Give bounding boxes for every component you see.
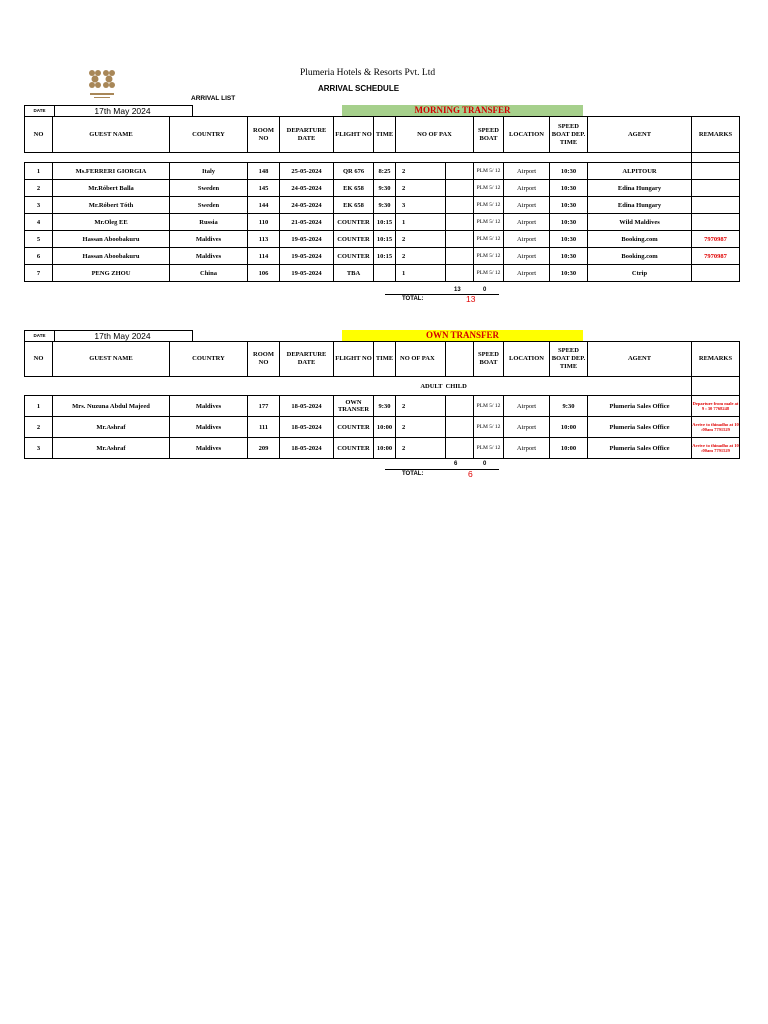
pax-extra (446, 438, 474, 459)
location: Airport (504, 438, 550, 459)
room-no: 111 (248, 417, 280, 438)
table-row (25, 214, 740, 231)
flight-no: EK 658 (334, 197, 374, 214)
departure-date: 24-05-2024 (280, 197, 334, 214)
remarks (692, 197, 740, 214)
guest-name: Mr.Ashraf (53, 438, 170, 459)
country: Sweden (170, 197, 248, 214)
location: Airport (504, 180, 550, 197)
guest-name: Mr.Ashraf (53, 417, 170, 438)
spacer-row (25, 153, 740, 163)
own-transfer-banner: OWN TRANSFER (342, 330, 583, 341)
flight-no: COUNTER (334, 231, 374, 248)
col-speed-boat: SPEED BOAT (474, 342, 504, 377)
speed-boat: PLM 5/ 12 (474, 180, 504, 197)
table-row (25, 265, 740, 282)
date-value: 17th May 2024 (53, 105, 193, 117)
col-room-no: ROOM NO (248, 342, 280, 377)
col-no-of-pax: NO OF PAX (396, 342, 446, 377)
table-row (25, 248, 740, 265)
country: Maldives (170, 417, 248, 438)
agent: Edina Hungary (588, 197, 692, 214)
flight-no: OWN TRANSER (334, 396, 374, 417)
time: 9:30 (374, 180, 396, 197)
adult-total: 6 (454, 461, 458, 467)
table-row (25, 180, 740, 197)
flight-no: QR 676 (334, 163, 374, 180)
remarks: 7970987 (692, 248, 740, 265)
grand-total: 6 (468, 469, 473, 479)
agent: Plumeria Sales Office (588, 438, 692, 459)
speed-boat-dep-time: 10:30 (550, 231, 588, 248)
guest-name: Mr.Oleg EE (53, 214, 170, 231)
guest-name: PENG ZHOU (53, 265, 170, 282)
row-no: 7 (25, 265, 53, 282)
agent: Wild Maldives (588, 214, 692, 231)
speed-boat-dep-time: 10:00 (550, 438, 588, 459)
row-no: 1 (25, 163, 53, 180)
adult-total: 13 (454, 287, 461, 293)
speed-boat-dep-time: 10:30 (550, 214, 588, 231)
no-of-pax: 2 (396, 231, 446, 248)
no-of-pax: 1 (396, 214, 446, 231)
speed-boat-dep-time: 10:30 (550, 163, 588, 180)
speed-boat-dep-time: 10:30 (550, 180, 588, 197)
location: Airport (504, 163, 550, 180)
col-agent: AGENT (588, 342, 692, 377)
row-no: 2 (25, 180, 53, 197)
pax-extra (446, 214, 474, 231)
speed-boat: PLM 5/ 12 (474, 214, 504, 231)
remarks: Departure from male at 9 : 30 7768248 (692, 396, 740, 417)
time: 10:15 (374, 248, 396, 265)
departure-date: 25-05-2024 (280, 163, 334, 180)
agent: Booking.com (588, 231, 692, 248)
country: Russia (170, 214, 248, 231)
header-row (25, 117, 740, 153)
speed-boat-dep-time: 10:30 (550, 265, 588, 282)
col-agent: AGENT (588, 117, 692, 153)
departure-date: 18-05-2024 (280, 438, 334, 459)
morning-transfer-banner: MORNING TRANSFER (342, 105, 583, 116)
pax-extra (446, 180, 474, 197)
col-time: TIME (374, 342, 396, 377)
row-no: 6 (25, 248, 53, 265)
pax-extra (446, 163, 474, 180)
departure-date: 19-05-2024 (280, 231, 334, 248)
room-no: 113 (248, 231, 280, 248)
agent: Plumeria Sales Office (588, 396, 692, 417)
speed-boat: PLM 5/ 12 (474, 265, 504, 282)
company-name: Plumeria Hotels & Resorts Pvt. Ltd (300, 68, 436, 78)
guest-name: Hassan Aboobakuru (53, 231, 170, 248)
remarks: Arrive to thinadho at 10 :00am 7791529 (692, 417, 740, 438)
total-line (385, 469, 499, 470)
child-label: CHILD (445, 382, 467, 390)
speed-boat: PLM 5/ 12 (474, 417, 504, 438)
own-header-row (24, 330, 738, 341)
col-flight-no: FLIGHT NO (334, 117, 374, 153)
col-speed-boat-dep-time: SPEED BOAT DEP. TIME (550, 342, 588, 377)
speed-boat-dep-time: 10:30 (550, 248, 588, 265)
guest-name: Ms.FERRERI GIORGIA (53, 163, 170, 180)
morning-transfer-table (24, 116, 740, 282)
pax-extra (446, 197, 474, 214)
room-no: 110 (248, 214, 280, 231)
room-no: 106 (248, 265, 280, 282)
row-no: 2 (25, 417, 53, 438)
table-row (25, 417, 740, 438)
speed-boat: PLM 5/ 12 (474, 231, 504, 248)
no-of-pax: 2 (396, 417, 446, 438)
location: Airport (504, 396, 550, 417)
guest-name: Mr.Róbert Balla (53, 180, 170, 197)
col-guest-name: GUEST NAME (53, 117, 170, 153)
table-row (25, 163, 740, 180)
time: 10:00 (374, 438, 396, 459)
room-no: 145 (248, 180, 280, 197)
row-no: 5 (25, 231, 53, 248)
country: China (170, 265, 248, 282)
col-remarks: REMARKS (692, 117, 740, 153)
remarks (692, 163, 740, 180)
room-no: 144 (248, 197, 280, 214)
flight-no: COUNTER (334, 438, 374, 459)
location: Airport (504, 231, 550, 248)
schedule-title: ARRIVAL SCHEDULE (318, 84, 400, 93)
no-of-pax: 2 (396, 396, 446, 417)
grand-total: 13 (466, 294, 476, 304)
plumeria-logo-icon (82, 66, 122, 100)
header-row (25, 342, 740, 377)
location: Airport (504, 417, 550, 438)
row-no: 3 (25, 438, 53, 459)
flight-no: COUNTER (334, 417, 374, 438)
speed-boat: PLM 5/ 12 (474, 438, 504, 459)
date-label: DATE (24, 105, 55, 117)
pax-extra (446, 396, 474, 417)
pax-extra (446, 248, 474, 265)
row-no: 4 (25, 214, 53, 231)
flight-no: COUNTER (334, 248, 374, 265)
departure-date: 18-05-2024 (280, 396, 334, 417)
country: Maldives (170, 248, 248, 265)
agent: ALPITOUR (588, 163, 692, 180)
table-row (25, 396, 740, 417)
table-row (25, 197, 740, 214)
guest-name: Mr.Róbert Tóth (53, 197, 170, 214)
agent: Booking.com (588, 248, 692, 265)
pax-extra (446, 417, 474, 438)
departure-date: 19-05-2024 (280, 265, 334, 282)
morning-header-row (24, 105, 738, 116)
total-line (385, 294, 499, 295)
row-no: 3 (25, 197, 53, 214)
guest-name: Mrs. Nuzuna Abdul Majeed (53, 396, 170, 417)
table-row (25, 231, 740, 248)
no-of-pax: 3 (396, 197, 446, 214)
room-no: 177 (248, 396, 280, 417)
time: 10:15 (374, 214, 396, 231)
room-no: 114 (248, 248, 280, 265)
row-no: 1 (25, 396, 53, 417)
country: Maldives (170, 396, 248, 417)
time (374, 265, 396, 282)
location: Airport (504, 197, 550, 214)
speed-boat: PLM 5/ 12 (474, 197, 504, 214)
agent: Ctrip (588, 265, 692, 282)
location: Airport (504, 265, 550, 282)
col-guest-name: GUEST NAME (53, 342, 170, 377)
col-time: TIME (374, 117, 396, 153)
no-of-pax: 2 (396, 438, 446, 459)
time: 9:30 (374, 197, 396, 214)
country: Sweden (170, 180, 248, 197)
flight-no: COUNTER (334, 214, 374, 231)
adult-child-row (25, 377, 740, 396)
flight-no: TBA (334, 265, 374, 282)
total-label: TOTAL: (402, 471, 424, 477)
time: 10:15 (374, 231, 396, 248)
remarks: 7970987 (692, 231, 740, 248)
no-of-pax: 2 (396, 163, 446, 180)
departure-date: 18-05-2024 (280, 417, 334, 438)
location: Airport (504, 248, 550, 265)
time: 8:25 (374, 163, 396, 180)
child-total: 0 (483, 461, 487, 467)
departure-date: 21-05-2024 (280, 214, 334, 231)
speed-boat: PLM 5/ 12 (474, 163, 504, 180)
remarks (692, 265, 740, 282)
no-of-pax: 2 (396, 180, 446, 197)
date-value: 17th May 2024 (53, 330, 193, 342)
speed-boat-dep-time: 9:30 (550, 396, 588, 417)
remarks: Arrive to thinadho at 10 :00am 7791529 (692, 438, 740, 459)
agent: Edina Hungary (588, 180, 692, 197)
speed-boat-dep-time: 10:30 (550, 197, 588, 214)
col-speed-boat-dep-time: SPEED BOAT DEP. TIME (550, 117, 588, 153)
country: Italy (170, 163, 248, 180)
no-of-pax: 1 (396, 265, 446, 282)
remarks (692, 214, 740, 231)
time: 9:30 (374, 396, 396, 417)
col-no: NO (25, 342, 53, 377)
speed-boat-dep-time: 10:00 (550, 417, 588, 438)
col-location: LOCATION (504, 342, 550, 377)
date-label: DATE (24, 330, 55, 342)
child-total: 0 (483, 287, 487, 293)
col-departure-date: DEPARTURE DATE (280, 117, 334, 153)
col-no-of-pax: NO OF PAX (396, 117, 474, 153)
col-remarks: REMARKS (692, 342, 740, 377)
col-country: COUNTRY (170, 117, 248, 153)
room-no: 209 (248, 438, 280, 459)
guest-name: Hassan Aboobakuru (53, 248, 170, 265)
total-label: TOTAL: (402, 296, 424, 302)
col-country: COUNTRY (170, 342, 248, 377)
col-departure-date: DEPARTURE DATE (280, 342, 334, 377)
col-location: LOCATION (504, 117, 550, 153)
table-row (25, 438, 740, 459)
no-of-pax: 2 (396, 248, 446, 265)
country: Maldives (170, 438, 248, 459)
speed-boat: PLM 5/ 12 (474, 248, 504, 265)
col-speed-boat: SPEED BOAT (474, 117, 504, 153)
col-room-no: ROOM NO (248, 117, 280, 153)
col-no: NO (25, 117, 53, 153)
speed-boat: PLM 5/ 12 (474, 396, 504, 417)
own-transfer-table (24, 341, 740, 459)
time: 10:00 (374, 417, 396, 438)
departure-date: 24-05-2024 (280, 180, 334, 197)
location: Airport (504, 214, 550, 231)
flight-no: EK 658 (334, 180, 374, 197)
pax-extra (446, 231, 474, 248)
room-no: 148 (248, 163, 280, 180)
country: Maldives (170, 231, 248, 248)
arrival-list-label: ARRIVAL LIST (191, 95, 236, 102)
departure-date: 19-05-2024 (280, 248, 334, 265)
remarks (692, 180, 740, 197)
pax-extra (446, 265, 474, 282)
col-flight-no: FLIGHT NO (334, 342, 374, 377)
agent: Plumeria Sales Office (588, 417, 692, 438)
adult-label: ADULT (420, 382, 443, 390)
